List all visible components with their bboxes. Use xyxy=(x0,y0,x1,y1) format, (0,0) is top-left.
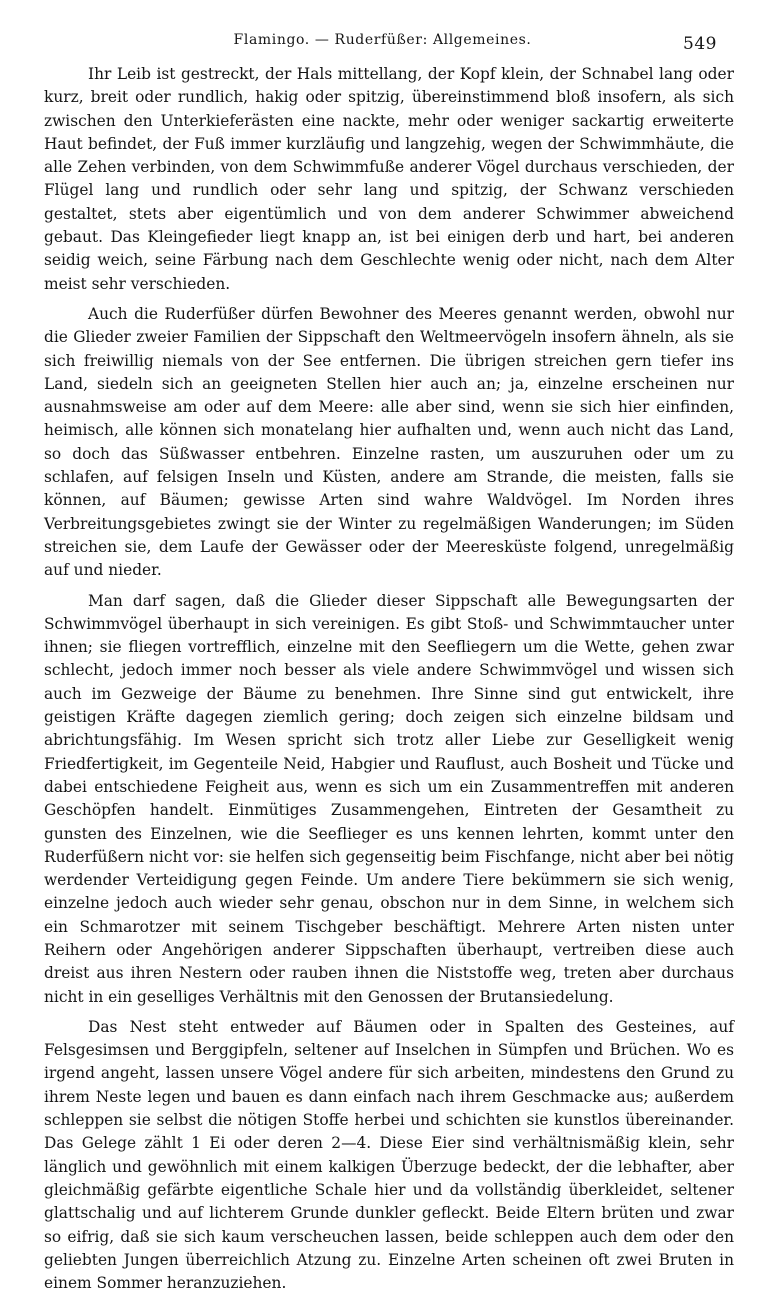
body-text xyxy=(44,63,734,1302)
paragraph-anatomy: Ihr Leib ist gestreckt, der Hals mittellang, der Kopf klein, der Schnabel lang oder kurz, breit oder rundlich, hakig oder spitzig, übereinstimmend bloß insofern, als sich zwischen den Unterkieferästen eine nackte, mehr oder weniger sackartig erweiterte Haut befindet, der Fuß immer kurzläufig und langzehig, wegen der Schwimmhäute, die alle Zehen verbinden, von dem Schwimmfuße anderer Vögel durchaus verschieden, der Flügel lang und rundlich oder sehr lang und spitzig, der Schwanz verschieden gestaltet, stets aber eigentümlich und von dem anderer Schwimmer abweichend gebaut. Das Kleingefieder liegt knapp an, ist bei einigen derb und hart, bei anderen seidig weich, seine Färbung nach dem Geschlechte wenig oder nicht, nach dem Alter meist sehr verschieden. xyxy=(44,65,734,293)
paragraph-behavior: Man darf sagen, daß die Glieder dieser Sippschaft alle Bewegungsarten der Schwimmvögel überhaupt in sich vereinigen. Es gibt Stoß- und Schwimmtaucher unter ihnen; sie fliegen vortrefflich, einzelne mit den Seefliegern um die Wette, gehen zwar schlecht, jedoch immer noch besser als viele andere Schwimmvögel und wissen sich auch im Gezweige der Bäume zu benehmen. Ihre Sinne sind gut entwickelt, ihre geistigen Kräfte dagegen ziemlich gering; doch zeigen sich einzelne bildsam und abrichtungsfähig. Im Wesen spricht sich trotz aller Liebe zur Geselligkeit wenig Friedfertigkeit, im Gegenteile Neid, Habgier und Rauflust, auch Bosheit und Tücke und dabei entschiedene Feigheit aus, wenn es sich um ein Zusammentreffen mit anderen Geschöpfen handelt. Einmütiges Zusammengehen, Eintreten der Gesamtheit zu gunsten des Einzelnen, wie die Seeflieger es uns kennen lehrten, kommt unter den Ruderfüßern nicht vor: sie helfen sich gegenseitig beim Fischfange, nicht aber bei nötig werdender Verteidigung gegen Feinde. Um andere Tiere bekümmern sie sich wenig, einzelne jedoch auch wieder sehr genau, obschon nur in dem Sinne, in welchem sich ein Schmarotzer mit seinem Tischgeber beschäftigt. Mehrere Arten nisten unter Reihern oder Angehörigen anderer Sippschaften überhaupt, vertreiben diese auch dreist aus ihren Nestern oder rauben ihnen die Niststoffe weg, treten aber durchaus nicht in ein geselliges Verhältnis mit den Genossen der Brutansiedelung. xyxy=(44,591,734,1006)
running-head-title: Flamingo. — Ruderfüßer: Allgemeines. xyxy=(233,32,532,48)
paragraph-nesting: Das Nest steht entweder auf Bäumen oder in Spalten des Gesteines, auf Felsgesimsen und Berggipfeln, seltener auf Inselchen in Sümpfen und Brüchen. Wo es irgend angeht, lassen unsere Vögel andere für sich arbeiten, mindestens den Grund zu ihrem Neste legen und bauen es dann einfach nach ihrem Geschmacke aus; außerdem schleppen sie selbst die nötigen Stoffe herbei und schichten sie kunstlos übereinander. Das Gelege zählt 1 Ei oder deren 2—4. Diese Eier sind verhältnismäßig klein, sehr länglich und gewöhnlich mit einem kalkigen Überzuge bedeckt, der die lebhafter, aber gleichmäßig gefärbte eigentliche Schale hier und da vollständig überkleidet, seltener glattschalig und auf lichterem Grunde dunkler gefleckt. Beide Eltern brüten und zwar so eifrig, daß sie sich kaum verscheuchen lassen, beide schleppen auch dem oder den geliebten Jungen überreichlich Atzung zu. Einzelne Arten scheinen oft zwei Bruten in einem Sommer heranzuziehen. xyxy=(44,1017,734,1293)
paragraph-habitat: Auch die Ruderfüßer dürfen Bewohner des Meeres genannt werden, obwohl nur die Glieder zweier Familien der Sippschaft den Weltmeervögeln insofern ähneln, als sie sich freiwillig niemals von der See entfernen. Die übrigen streichen gern tiefer ins Land, siedeln sich an geeigneten Stellen hier auch an; ja, einzelne erscheinen nur ausnahmsweise am oder auf dem Meere: alle aber sind, wenn sie sich hier einfinden, heimisch, alle können sich monatelang hier aufhalten und, wenn auch nicht das Land, so doch das Süßwasser entbehren. Einzelne rasten, um auszuruhen oder um zu schlafen, auf felsigen Inseln und Küsten, andere am Strande, die meisten, falls sie können, auf Bäumen; gewisse Arten sind wahre Waldvögel. Im Norden ihres Verbreitungsgebietes zwingt sie der Winter zu regelmäßigen Wanderungen; im Süden streichen sie, dem Laufe der Gewässer oder der Meeresküste folgend, unregelmäßig auf und nieder. xyxy=(44,304,734,580)
running-head xyxy=(0,28,765,54)
page-number: 549 xyxy=(683,34,717,54)
